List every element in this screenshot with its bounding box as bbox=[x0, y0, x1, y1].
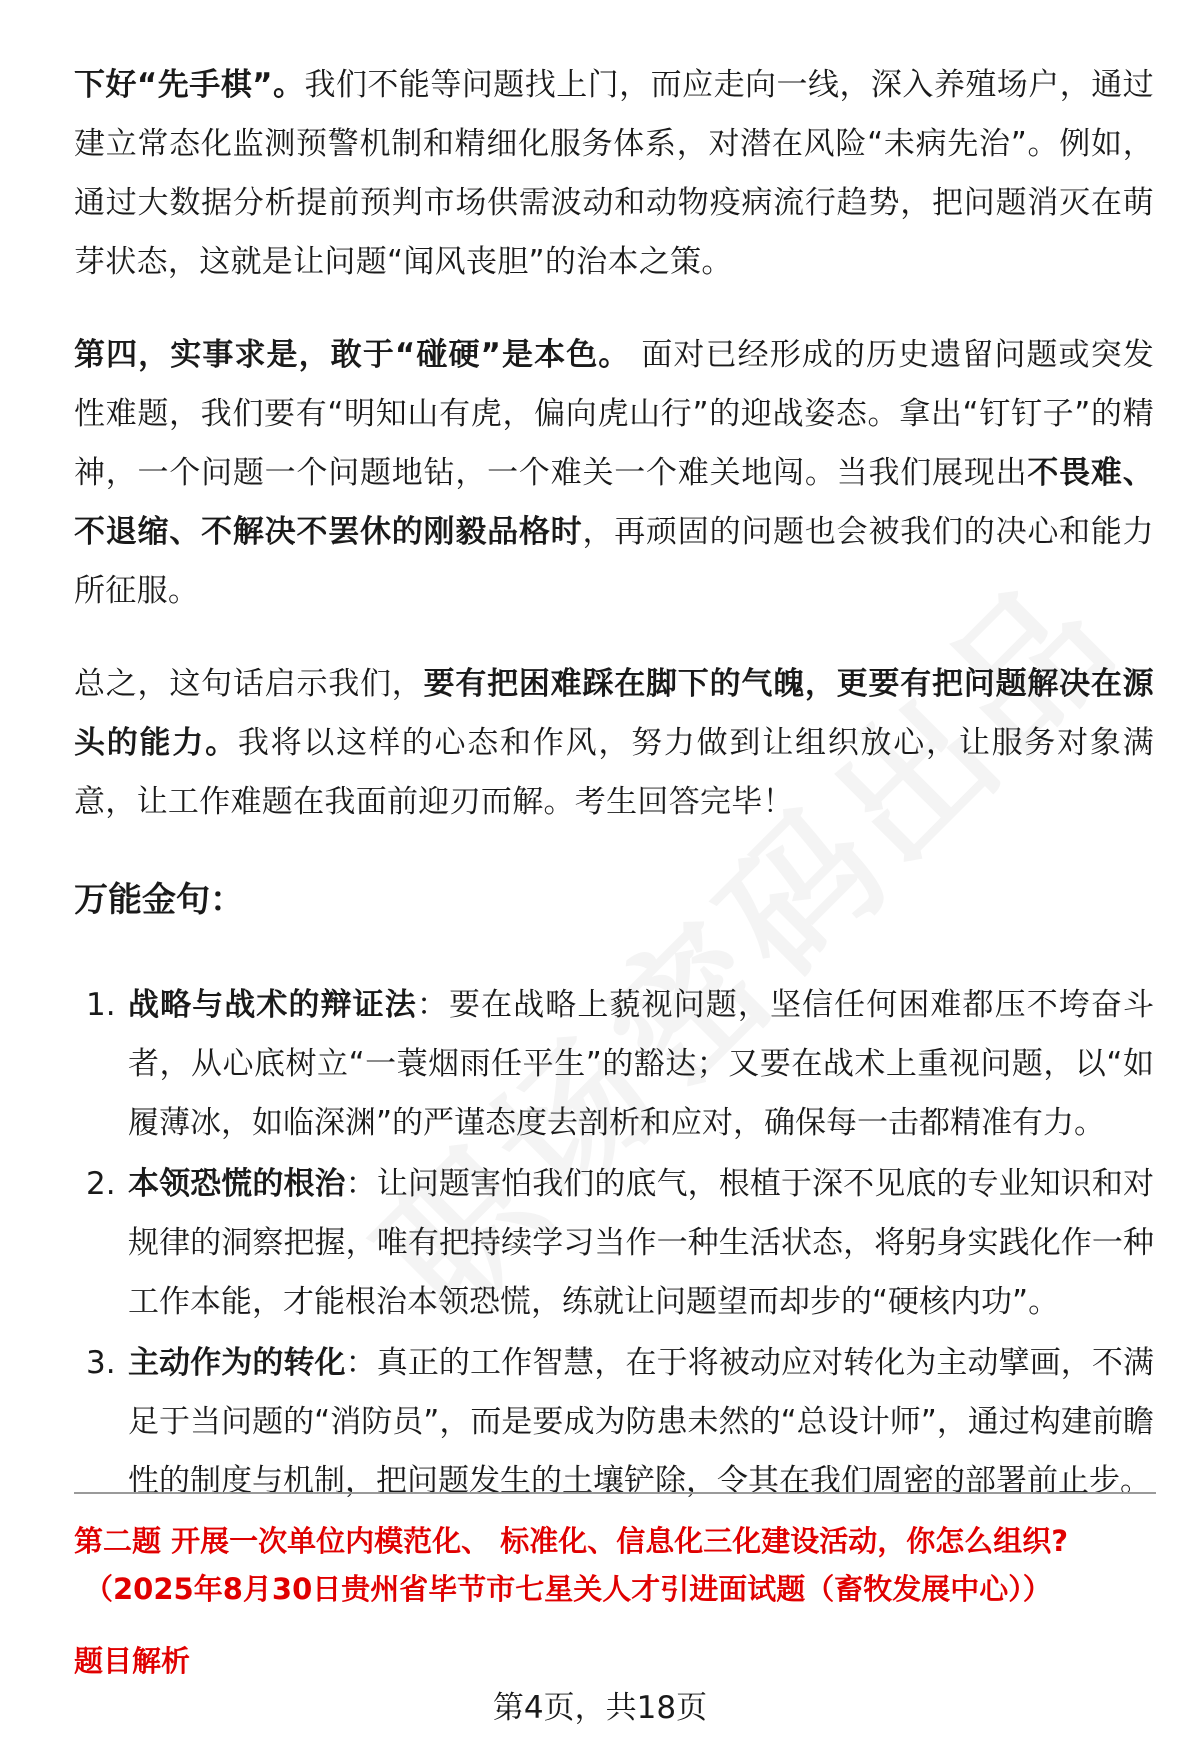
document-body bbox=[74, 56, 1154, 1513]
list-item-text: ：真正的工作智慧，在于将被动应对转化为主动擘画，不满足于当问题的“消防员”，而是要成为防患未然的“总设计师”，通过构建前瞻性的制度与机制，把问题发生的土壤铲除，令其在我们周密的部署前止步。 bbox=[128, 1345, 1154, 1499]
list-item-number: 1. bbox=[86, 987, 116, 1023]
list-item-title: 战略与战术的辩证法 bbox=[128, 987, 417, 1023]
page-number: 第4页，共18页 bbox=[492, 1690, 708, 1726]
paragraph-text: 面对已经形成的历史遗留问题或突发性难题，我们要有“明知山有虎，偏向虎山行”的迎战姿态。拿出“钉钉子”的精神，一个问题一个问题地钻，一个难关一个难关地闯。当我们展现出 bbox=[74, 337, 1154, 491]
paragraph-text: ，再顽固的问题也会被我们的决心和能力所征服。 bbox=[74, 514, 1154, 609]
section-divider bbox=[74, 1492, 1156, 1494]
paragraph-bold-lead: 第四，实事求是，敢于“碰硬”是本色。 bbox=[74, 337, 631, 373]
paragraph-first-move bbox=[74, 56, 1154, 292]
list-item bbox=[74, 1155, 1154, 1332]
paragraph-bold-emphasis: 不畏难、不退缩、不解决不罢休的刚毅品格时 bbox=[74, 455, 1154, 550]
paragraph-text: 总之，这句话启示我们， bbox=[74, 666, 424, 702]
list-item-title: 本领恐慌的根治 bbox=[128, 1166, 346, 1202]
question-title: 第二题 开展一次单位内模范化、 标准化、信息化三化建设活动，你怎么组织? bbox=[74, 1524, 1069, 1558]
question-source: （2025年8月30日贵州省毕节市七星关人才引进面试题（畜牧发展中心）） bbox=[84, 1572, 1052, 1606]
paragraph-text: 我们不能等问题找上门，而应走向一线，深入养殖场户，通过建立常态化监测预警机制和精细化服务体系，对潜在风险“未病先治”。例如，通过大数据分析提前预判市场供需波动和动物疫病流行趋势，把问题消灭在萌芽状态，这就是让问题“闻风丧胆”的治本之策。 bbox=[74, 67, 1154, 280]
paragraph-fourth-point bbox=[74, 326, 1154, 621]
list-item-text: ：让问题害怕我们的底气，根植于深不见底的专业知识和对规律的洞察把握，唯有把持续学习当作一种生活状态，将躬身实践化作一种工作本能，才能根治本领恐慌，练就让问题望而却步的“硬核内功”。 bbox=[128, 1166, 1154, 1320]
paragraph-text: 我将以这样的心态和作风，努力做到让组织放心，让服务对象满意，让工作难题在我面前迎刃而解。考生回答完毕！ bbox=[74, 725, 1154, 820]
list-item-title: 主动作为的转化 bbox=[128, 1345, 346, 1381]
list-item bbox=[74, 1334, 1154, 1511]
paragraph-bold-lead: 下好“先手棋”。 bbox=[74, 67, 305, 103]
list-item bbox=[74, 976, 1154, 1153]
paragraph-conclusion bbox=[74, 655, 1154, 832]
paragraph-bold-emphasis: 要有把困难踩在脚下的气魄，更要有把问题解决在源头的能力。 bbox=[74, 666, 1154, 761]
section-heading: 万能金句： bbox=[74, 880, 244, 920]
list-item-number: 2. bbox=[86, 1166, 116, 1202]
golden-sentences-list bbox=[74, 976, 1154, 1511]
list-item-number: 3. bbox=[86, 1345, 116, 1381]
question-analysis-label: 题目解析 bbox=[74, 1644, 191, 1678]
list-item-text: ：要在战略上藐视问题，坚信任何困难都压不垮奋斗者，从心底树立“一蓑烟雨任平生”的豁达；又要在战术上重视问题，以“如履薄冰，如临深渊”的严谨态度去剖析和应对，确保每一击都精准有力。 bbox=[128, 987, 1155, 1141]
